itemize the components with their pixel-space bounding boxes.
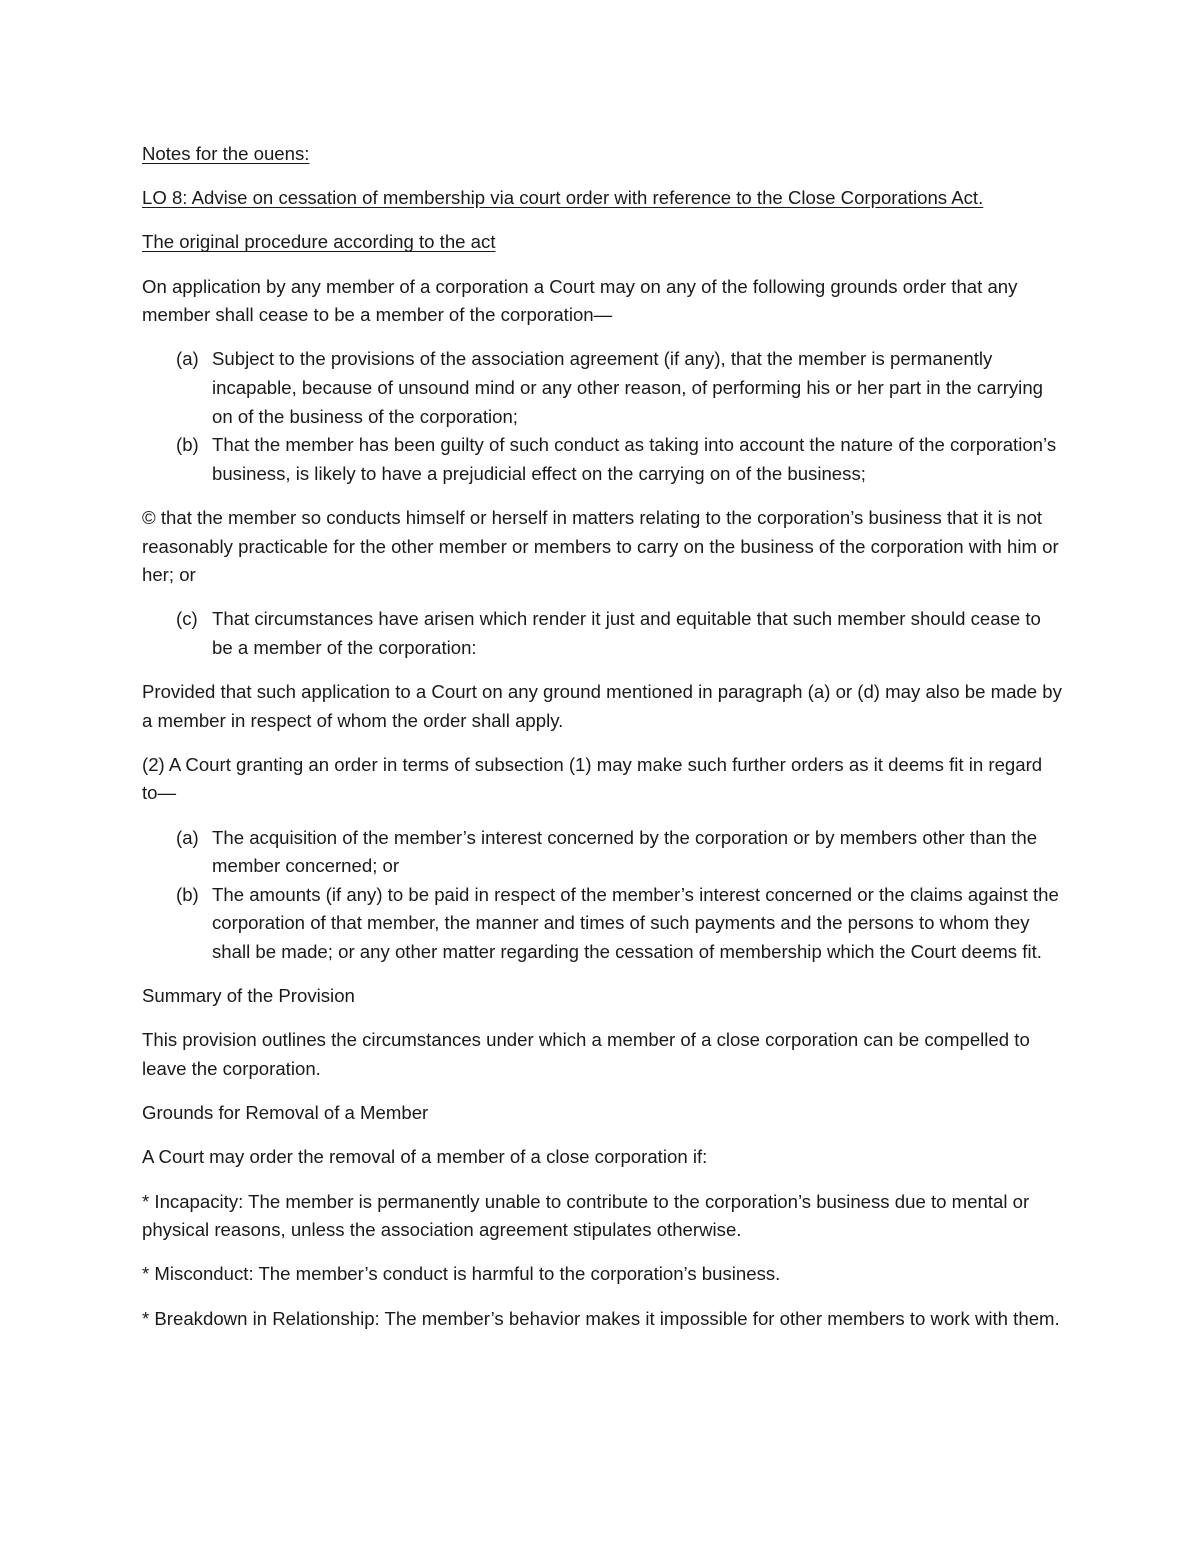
list-marker: (a) xyxy=(176,826,199,848)
document-body xyxy=(142,140,1062,1349)
summary-heading: Summary of the Provision xyxy=(142,985,355,1007)
list-item xyxy=(142,881,1062,967)
grounds-list xyxy=(142,345,1062,488)
learning-outcome-title: LO 8: Advise on cessation of membership via court order with reference to the Close Corporations Act. xyxy=(142,187,984,209)
list-item xyxy=(142,824,1062,881)
summary-text: This provision outlines the circumstances under which a member of a close corporation can be compelled to leave the corporation. xyxy=(142,1029,1030,1079)
list-item-text: The amounts (if any) to be paid in respect of the member’s interest concerned or the claims against the corporation of that member, the manner and times of such payments and the persons to whom they shall be made; or any other matter regarding the cessation of membership which the Court deems fit. xyxy=(212,883,1059,962)
list-marker: (a) xyxy=(176,348,199,370)
bullet-incapacity: * Incapacity: The member is permanently unable to contribute to the corporation’s business due to mental or physical reasons, unless the association agreement stipulates otherwise. xyxy=(142,1190,1030,1241)
list-item xyxy=(142,605,1062,662)
ground-d-list xyxy=(142,605,1062,662)
list-marker: (b) xyxy=(176,434,199,456)
list-marker: (b) xyxy=(176,883,199,905)
ground-c-paragraph: © that the member so conducts himself or herself in matters relating to the corporation’s business that it is not reasonably practicable for the other member or members to carry on the business of the corporation with him or her; or xyxy=(142,506,1059,586)
subsection-2-intro: (2) A Court granting an order in terms of subsection (1) may make such further orders as it deems fit in regard to— xyxy=(142,753,1043,804)
list-item-text: The acquisition of the member’s interest concerned by the corporation or by members other than the member concerned; or xyxy=(212,826,1038,877)
intro-paragraph: On application by any member of a corporation a Court may on any of the following grounds order that any member shall cease to be a member of the corporation— xyxy=(142,275,1018,326)
procedure-heading: The original procedure according to the act xyxy=(142,231,496,253)
grounds-intro: A Court may order the removal of a member of a close corporation if: xyxy=(142,1146,708,1168)
bullet-misconduct: * Misconduct: The member’s conduct is harmful to the corporation’s business. xyxy=(142,1263,781,1285)
proviso-paragraph: Provided that such application to a Court on any ground mentioned in paragraph (a) or (d) may also be made by a member in respect of whom the order shall apply. xyxy=(142,681,1062,731)
list-item-text: Subject to the provisions of the association agreement (if any), that the member is permanently incapable, because of unsound mind or any other reason, of performing his or her part in the carrying on of the business of the corporation; xyxy=(212,348,1043,427)
bullet-breakdown: * Breakdown in Relationship: The member’s behavior makes it impossible for other members to work with them. xyxy=(142,1307,1060,1329)
notes-heading: Notes for the ouens: xyxy=(142,143,310,164)
list-item-text: That circumstances have arisen which render it just and equitable that such member should cease to be a member of the corporation: xyxy=(212,608,1041,658)
list-item xyxy=(142,431,1062,488)
list-item-text: That the member has been guilty of such conduct as taking into account the nature of the corporation’s business, is likely to have a prejudicial effect on the carrying on of the business; xyxy=(212,434,1057,484)
grounds-heading: Grounds for Removal of a Member xyxy=(142,1102,429,1124)
subsection-2-list xyxy=(142,824,1062,967)
list-item xyxy=(142,345,1062,431)
list-marker: (c) xyxy=(176,608,198,630)
